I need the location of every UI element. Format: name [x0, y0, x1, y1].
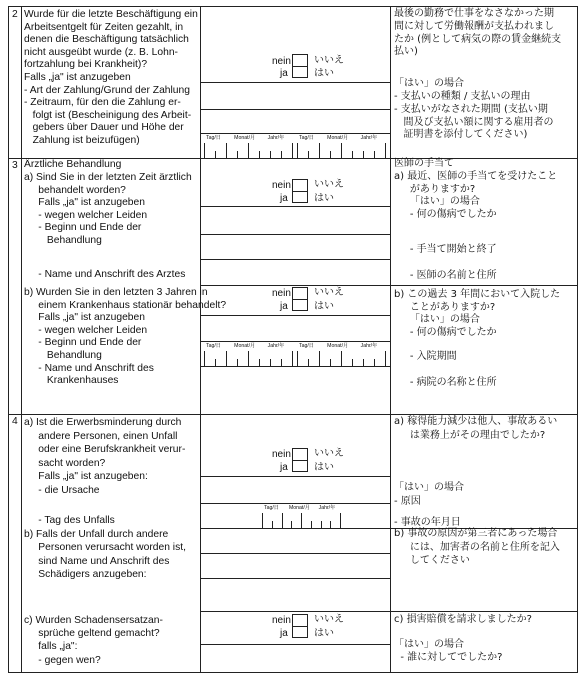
no-label: nein [272, 615, 291, 626]
text-line: Falls „ja" ist anzugeben [24, 197, 145, 209]
yes-no-checkbox[interactable] [292, 287, 308, 311]
date-tick [281, 359, 282, 366]
form-sheet [8, 6, 578, 673]
date-tick [272, 521, 273, 528]
text-line: a) Ist die Erwerbsminderung durch [24, 417, 182, 428]
accident-day-jp: - 事故の年月日 [394, 517, 461, 528]
no-label-jp: いいえ [314, 287, 344, 298]
text-line: b) Falls der Unfall durch andere [24, 529, 169, 540]
section4-c-japanese-text: c) 損害賠償を請求しましたか? [394, 614, 532, 625]
text-line: - Beginn und Ende der [24, 222, 142, 234]
yes-label-jp: はい [314, 301, 334, 312]
field-line [200, 109, 390, 110]
date-tick [341, 351, 342, 366]
text-line: Personen verursacht worden ist, [24, 542, 186, 554]
text-line: - Beginn und Ende der [24, 337, 142, 349]
text-line: - 支払いの種類 / 支払いの理由 [394, 91, 531, 102]
section3-title: Ärztliche Behandlung [24, 159, 122, 170]
section-number: 2 [12, 9, 18, 20]
date-range-field[interactable] [200, 133, 390, 158]
japanese-title: 医師の手当て [394, 158, 454, 169]
text-line: b) この過去 3 年間において入院した [394, 289, 561, 300]
text-line: Behandlung [24, 350, 102, 361]
text-line: 「はい」の場合 [394, 196, 480, 208]
date-part-label: Monat/月 [234, 343, 256, 349]
text-line: denen die Beschäftigung tatsächlich [24, 34, 189, 46]
date-part-label: Jahr/年 [360, 343, 378, 349]
date-part-label: Jahr/年 [267, 343, 285, 349]
divider [390, 7, 391, 672]
yes-label: ja [280, 193, 288, 204]
no-label: nein [272, 56, 291, 67]
text-line: a) Sind Sie in der letzten Zeit ärztlich [24, 172, 192, 183]
date-tick [340, 513, 341, 528]
text-line: 払い) [394, 46, 418, 58]
date-tick [292, 351, 293, 366]
date-range-field[interactable] [200, 341, 390, 366]
yes-label: ja [280, 462, 288, 473]
text-line: たか (例として病気の際の賃金継続支 [394, 33, 562, 45]
text-line: sacht worden? [24, 457, 106, 469]
yes-label: ja [280, 301, 288, 312]
text-line: 間に対して労働報酬が支払われまし [394, 20, 554, 32]
doctor-name-jp: - 医師の名前と住所 [394, 270, 497, 281]
date-tick [297, 143, 298, 158]
yes-label-jp: はい [314, 193, 334, 204]
date-tick [248, 143, 249, 158]
date-tick [330, 151, 331, 158]
text-line: - Zeitraum, für den die Zahlung er- [24, 97, 181, 109]
text-line: fortzahlung bei Krankheit)? [24, 59, 148, 71]
date-tick [237, 151, 238, 158]
text-line: ことがありますか? [394, 301, 496, 313]
date-part-label: Tag/日 [264, 505, 279, 511]
date-tick [204, 351, 205, 366]
date-part-label: Jahr/年 [267, 135, 285, 141]
date-part-label: Monat/月 [288, 505, 310, 511]
text-line: - wegen welcher Leiden [24, 324, 148, 336]
text-line: Krankenhauses [24, 375, 119, 387]
divider [21, 7, 22, 672]
date-tick [352, 151, 353, 158]
date-tick [291, 521, 292, 528]
date-tick [374, 151, 375, 158]
date-tick [385, 351, 386, 366]
text-line: andere Personen, einen Unfall [24, 430, 178, 442]
date-tick [282, 513, 283, 528]
text-line: Falls „ja" ist anzugeben: [24, 471, 148, 482]
text-line: - 原因 [394, 495, 421, 507]
date-part-label: Tag/日 [299, 343, 314, 349]
text-line: 「はい」の場合 [394, 639, 464, 650]
text-line: Falls „ja" ist anzugeben [24, 312, 145, 324]
text-line: nicht ausgeübt wurde (z. B. Lohn- [24, 46, 178, 58]
field-line [200, 206, 390, 207]
date-tick [374, 359, 375, 366]
field-line [200, 259, 390, 260]
text-line: には、加害者の名前と住所を記入 [394, 541, 560, 553]
date-tick [215, 359, 216, 366]
treatment-period-jp: - 手当て開始と終了 [394, 244, 497, 255]
no-label: nein [272, 449, 291, 460]
yes-label-jp: はい [314, 628, 334, 639]
date-tick [297, 351, 298, 366]
date-part-label: Monat/月 [234, 135, 256, 141]
text-line: Schädigers anzugeben: [24, 568, 147, 580]
yes-no-checkbox[interactable] [292, 54, 308, 78]
field-line [200, 476, 390, 477]
date-tick [301, 513, 302, 528]
date-part-label: Monat/月 [327, 343, 349, 349]
field-line [200, 366, 390, 367]
field-line [200, 553, 390, 554]
text-line: Falls „ja" ist anzugeben [24, 72, 131, 83]
if-yes-label: 「はい」の場合 [394, 78, 464, 89]
text-line: a) 最近、医師の手当てを受けたこと [394, 171, 558, 182]
text-line: - Name und Anschrift des [24, 362, 154, 374]
field-line [200, 285, 577, 286]
date-tick [330, 359, 331, 366]
date-tick [363, 151, 364, 158]
no-label-jp: いいえ [314, 55, 344, 66]
yes-no-checkbox[interactable] [292, 448, 308, 472]
text-line: oder eine Berufskrankheit verur- [24, 444, 186, 455]
date-tick [319, 351, 320, 366]
text-line: 「はい」の場合 [394, 314, 480, 326]
text-line: - die Ursache [24, 484, 100, 496]
field-line [200, 315, 390, 316]
date-part-label: Jahr/年 [318, 505, 336, 511]
field-line [200, 578, 390, 579]
yes-label: ja [280, 68, 288, 79]
date-tick [341, 143, 342, 158]
text-line: - 支払いがなされた期間 (支払い期 [394, 103, 548, 115]
date-part-label: Tag/日 [206, 343, 221, 349]
date-tick [308, 151, 309, 158]
text-line: b) Wurden Sie in den letzten 3 Jahren in [24, 287, 208, 298]
date-tick [226, 351, 227, 366]
date-tick [259, 359, 260, 366]
date-tick [352, 359, 353, 366]
text-line: c) Wurden Schadensersatzan- [24, 615, 163, 626]
text-line: がありますか? [394, 183, 476, 195]
text-line: 最後の勤務で仕事をなさなかった期 [394, 8, 554, 19]
date-part-label: Monat/月 [327, 135, 349, 141]
text-line: sprüche geltend gemacht? [24, 628, 160, 640]
text-line: behandelt worden? [24, 184, 126, 196]
date-tick [321, 521, 322, 528]
date-tick [262, 513, 263, 528]
field-line [200, 82, 390, 83]
date-tick [270, 151, 271, 158]
text-line: Behandlung [24, 235, 102, 246]
yes-label-jp: はい [314, 68, 334, 79]
date-tick [363, 359, 364, 366]
text-line: gebers über Dauer und Höhe der [24, 122, 184, 134]
text-line: Arbeitsentgelt für Zeiten gezahlt, in [24, 21, 184, 33]
text-line: a) 稼得能力減少は他人、事故あるい [394, 416, 558, 427]
date-tick [215, 151, 216, 158]
no-label-jp: いいえ [314, 614, 344, 625]
text-line: - 何の傷病でしたか [394, 208, 497, 220]
field-line [200, 644, 390, 645]
field-line [200, 611, 577, 612]
date-tick [292, 143, 293, 158]
accident-day-label: - Tag des Unfalls [24, 515, 115, 526]
text-line: は業務上がその理由でしたか? [394, 429, 546, 441]
hospital-period-jp: - 入院期間 [394, 351, 457, 362]
section-number: 3 [12, 160, 18, 171]
date-tick [248, 351, 249, 366]
hospital-name-jp: - 病院の名称と住所 [394, 377, 497, 388]
text-line: - wegen welcher Leiden [24, 209, 148, 221]
text-line: - gegen wen? [24, 654, 101, 666]
yes-no-checkbox[interactable] [292, 614, 308, 638]
text-line: falls „ja": [24, 641, 78, 653]
date-tick [270, 359, 271, 366]
text-line: 間及び支払い額に関する雇用者の [394, 116, 554, 128]
text-line: b) 事故の原因が第三者にあった場合 [394, 528, 558, 539]
yes-label-jp: はい [314, 462, 334, 473]
section-number: 4 [12, 416, 18, 427]
date-tick [226, 143, 227, 158]
yes-label: ja [280, 628, 288, 639]
text-line: - 何の傷病でしたか [394, 326, 497, 338]
date-tick [330, 521, 331, 528]
no-label: nein [272, 180, 291, 191]
date-part-label: Jahr/年 [360, 135, 378, 141]
yes-no-checkbox[interactable] [292, 179, 308, 203]
no-label-jp: いいえ [314, 448, 344, 459]
date-tick [204, 143, 205, 158]
date-tick [237, 359, 238, 366]
field-line [200, 234, 390, 235]
doctor-name-label: - Name und Anschrift des Arztes [24, 269, 186, 280]
text-line: sind Name und Anschrift des [24, 555, 170, 567]
date-tick [311, 521, 312, 528]
text-line: Wurde für die letzte Beschäftigung ein [24, 9, 198, 20]
date-tick [385, 143, 386, 158]
date-tick [281, 151, 282, 158]
text-line: Zahlung ist beizufügen) [24, 135, 140, 146]
accident-date-field[interactable] [260, 503, 341, 528]
divider [200, 7, 201, 672]
text-line: してください [394, 555, 470, 566]
date-tick [308, 359, 309, 366]
text-line: folgt ist (Bescheinigung des Arbeit- [24, 109, 192, 121]
section-divider [9, 414, 577, 415]
text-line: - 誰に対してでしたか? [394, 652, 503, 663]
date-part-label: Tag/日 [206, 135, 221, 141]
date-tick [259, 151, 260, 158]
text-line: einem Krankenhaus stationär behandelt? [24, 299, 227, 311]
text-line: - Art der Zahlung/Grund der Zahlung [24, 84, 190, 96]
date-tick [319, 143, 320, 158]
text-line: 「はい」の場合 [394, 482, 464, 493]
no-label-jp: いいえ [314, 179, 344, 190]
date-part-label: Tag/日 [299, 135, 314, 141]
no-label: nein [272, 288, 291, 299]
text-line: 証明書を添付してください) [394, 129, 528, 141]
